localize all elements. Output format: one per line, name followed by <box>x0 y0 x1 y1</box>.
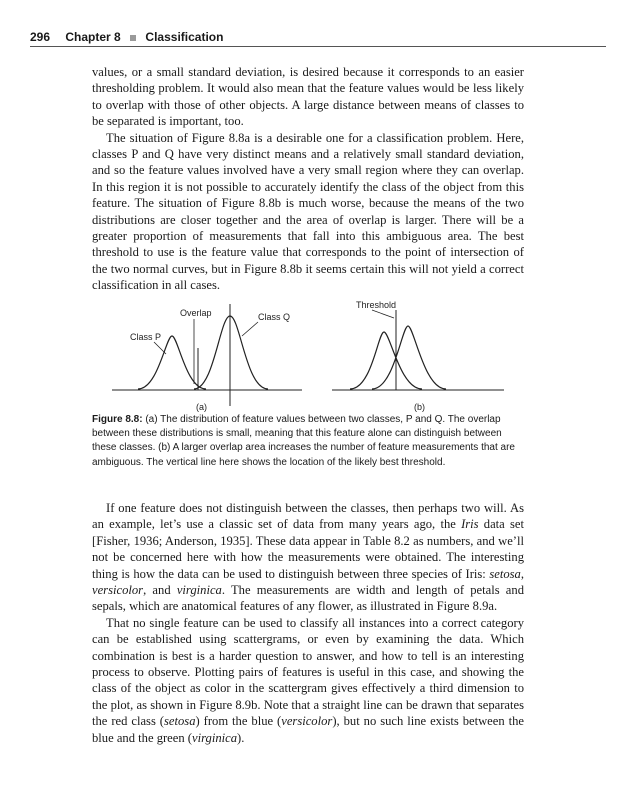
figure-drawing <box>92 296 524 420</box>
p3-iris: Iris <box>461 517 479 532</box>
pointer-class-p <box>154 342 166 354</box>
p4-text-c: ), but no such line exists between the blue and the green ( <box>92 714 524 745</box>
label-overlap: Overlap <box>180 308 212 318</box>
p4-virginica: virginica <box>192 730 238 745</box>
p3-virginica: virginica <box>176 583 222 598</box>
p3-text-a: If one feature does not distinguish between the classes, then perhaps two will. As an example, let’s use a classic set of data from many years ago, the <box>92 501 524 532</box>
chapter-label: Chapter 8 <box>65 30 121 44</box>
label-threshold: Threshold <box>356 300 397 310</box>
class-q-curve <box>194 316 268 389</box>
figure-caption <box>92 413 524 470</box>
panel-b-sublabel: (b) <box>414 402 425 412</box>
p3-setosa: setosa <box>489 566 521 581</box>
class-p-curve <box>138 336 206 389</box>
p3-versicolor: versicolor <box>92 583 144 598</box>
section-label: Classification <box>145 30 224 44</box>
label-class-p: Class P <box>130 332 162 342</box>
p4-text-a: That no single feature can be used to classify all instances into a correct category can be established using scattergrams, or even by examining the data. Which combination is best is a harder question to answer, and how to tell is an interesting process to observe. Plotting pairs of features is useful in this case, and showing the class of the object as color in the scattergram gives effectively a third dimension to the plot, as shown in Figure 8.9b. Note that a straight line can be drawn that separates the red class ( <box>92 615 524 729</box>
label-class-q: Class Q <box>258 312 291 322</box>
p3-text-e: . The measurements are width and length of petals and sepals, which are anatomical features of any flower, as illustrated in Figure 8.9a. <box>92 583 524 614</box>
paragraph-1: values, or a small standard deviation, is desired because it corresponds to an easier thresholding problem. It would also mean that the feature values would be less likely to overlap with those of other objects. A large distance between means of classes to be separated is important, too. <box>92 65 524 129</box>
paragraph-3 <box>92 500 524 615</box>
figure-8-8 <box>92 296 524 420</box>
page-number: 296 <box>30 30 51 44</box>
p3-text-d: , and <box>143 583 177 598</box>
caption-label: Figure 8.8: <box>92 414 143 425</box>
separator-square <box>130 35 136 41</box>
paragraph-2: The situation of Figure 8.8a is a desirable one for a classification problem. Here, classes P and Q have very distinct means and a relatively small standard deviation, and so the feature values involved have a very small region where they can overlap. In this region it is not possible to accurately identify the class of the object from this feature. The situation of Figure 8.8b is much worse, because the means of the two distributions are closer together and the area of overlap is larger. There will be a greater proportion of measurements that fall into this ambiguous area. The best threshold to use is the feature value that corresponds to the point of intersection of the two normal curves, but in Figure 8.8b it seems certain this will not yield a correct classification in all cases. <box>92 130 524 293</box>
panel-b-left-curve <box>350 332 422 389</box>
p3-text-c: , <box>520 566 524 581</box>
pointer-class-q <box>242 322 258 336</box>
body-text-top <box>92 64 524 294</box>
panel-a-sublabel: (a) <box>196 402 207 412</box>
panel-a <box>112 304 302 412</box>
panel-b <box>332 300 504 412</box>
p4-setosa: setosa <box>164 714 196 729</box>
running-header <box>30 30 606 46</box>
p4-text-b: ) from the blue ( <box>195 714 282 729</box>
paragraph-4 <box>92 615 524 746</box>
p4-text-d: ). <box>237 730 245 745</box>
p4-versicolor: versicolor <box>281 714 333 729</box>
pointer-threshold <box>372 310 394 318</box>
header-rule <box>30 46 606 47</box>
p3-text-b: data set [Fisher, 1936; Anderson, 1935]. These data appear in Table 8.2 as numbers, and we’ll not be concerned here with how the measurements were obtained. The interesting thing is how the data can be used to distinguish between three species of Iris: <box>92 517 524 581</box>
caption-text: (a) The distribution of feature values between two classes, P and Q. The overlap between these distributions is small, meaning that this feature alone can distinguish between these classes. (b) A larger overlap area increases the number of feature measurements that are ambiguous. The vertical line here shows the location of the likely best threshold. <box>92 414 515 468</box>
body-text-bottom <box>92 500 524 746</box>
panel-b-right-curve <box>372 326 446 389</box>
